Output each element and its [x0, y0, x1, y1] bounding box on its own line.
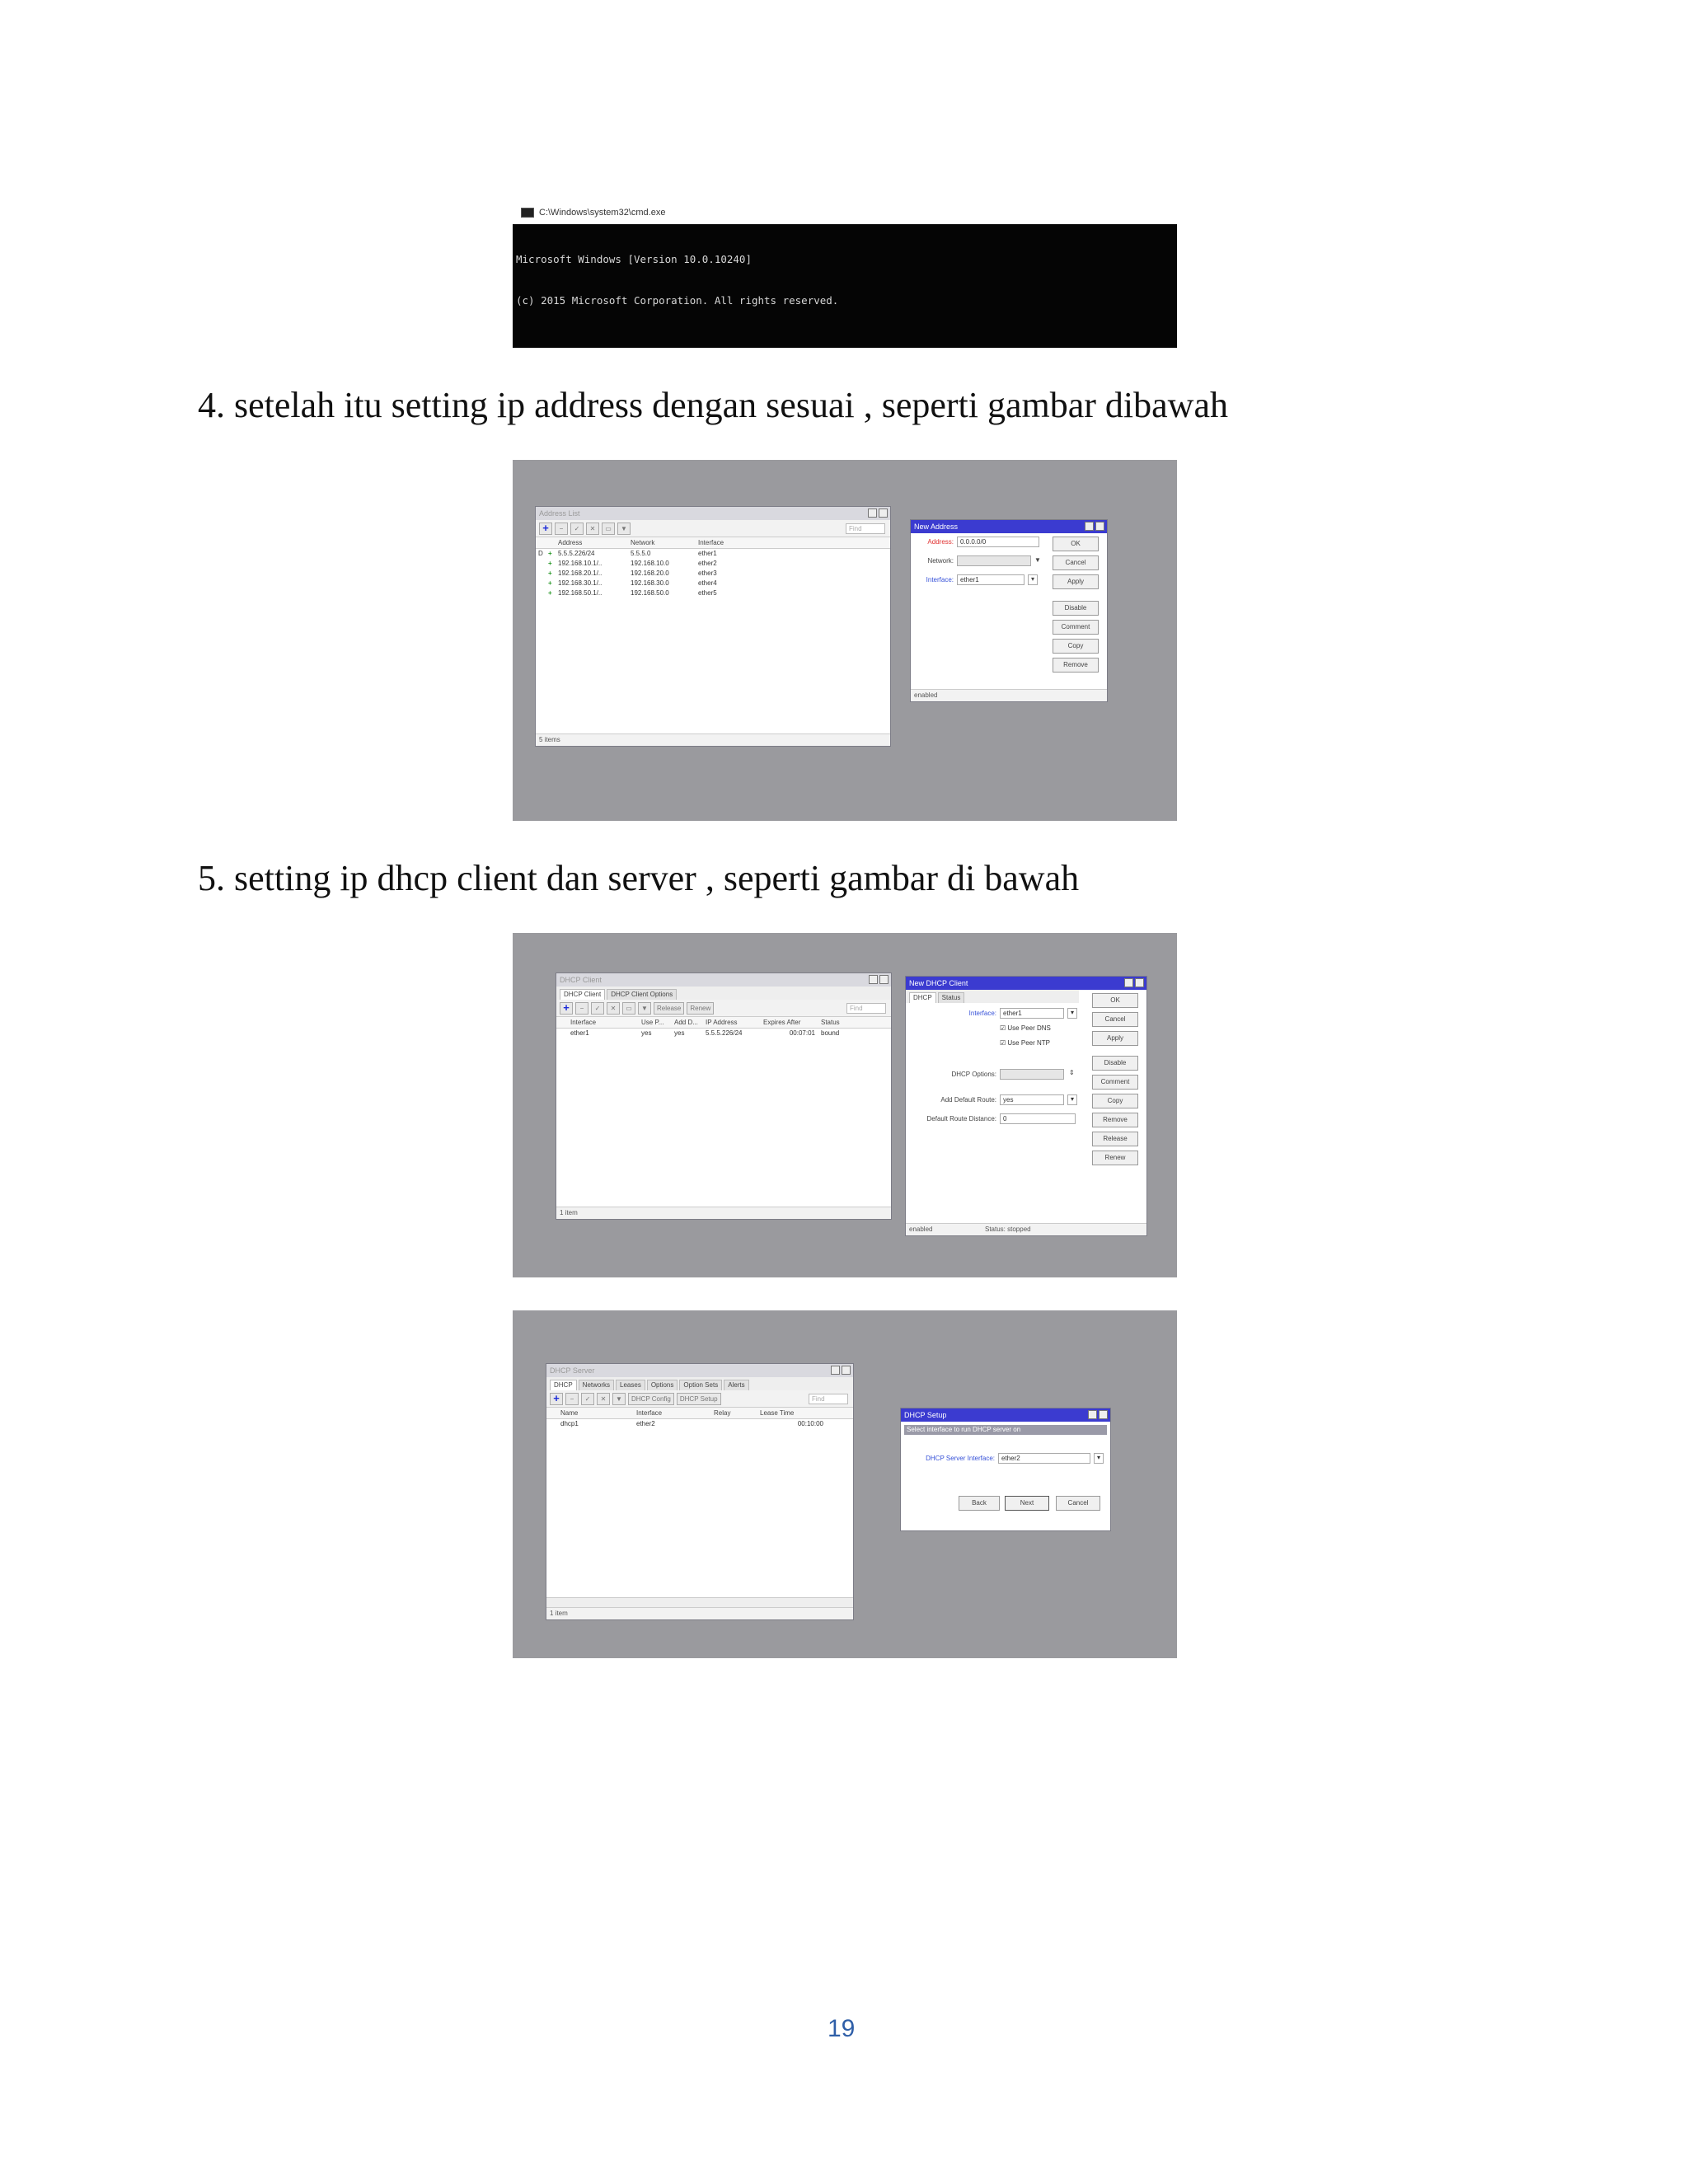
status-bar — [906, 1223, 1146, 1235]
tab-bar — [556, 987, 891, 1000]
column-header[interactable]: Use P... — [641, 1019, 664, 1026]
cell-interface: ether2 — [698, 560, 717, 567]
disable-icon[interactable]: ✕ — [597, 1393, 610, 1405]
cell-relay — [711, 1419, 757, 1429]
remove-icon[interactable]: − — [575, 1002, 588, 1015]
network-field[interactable] — [957, 555, 1031, 566]
toolbar — [536, 520, 890, 537]
renew-button[interactable]: Renew — [1092, 1151, 1138, 1165]
remove-icon[interactable]: − — [565, 1393, 579, 1405]
checkbox-label: Use Peer DNS — [1007, 1024, 1051, 1032]
dhcp-server-interface-label: DHCP Server Interface: — [926, 1455, 995, 1462]
cell-lease-time: 00:10:00 — [797, 1420, 823, 1427]
column-header[interactable]: Status — [821, 1019, 840, 1026]
dropdown-icon[interactable]: ▼ — [1034, 556, 1041, 564]
dialog-title — [901, 1408, 1110, 1422]
tab-leases[interactable]: Leases — [616, 1380, 645, 1390]
table-row[interactable] — [546, 1419, 853, 1429]
filter-icon[interactable]: ▼ — [638, 1002, 651, 1015]
comment-icon[interactable]: ▭ — [622, 1002, 635, 1015]
release-button[interactable]: Release — [1092, 1132, 1138, 1146]
dialog-title-text: New Address — [914, 523, 959, 531]
status-bar: 1 item — [556, 1207, 891, 1219]
column-header[interactable]: Relay — [714, 1409, 731, 1417]
dialog-title-text: DHCP Setup — [904, 1411, 947, 1419]
ok-button[interactable]: OK — [1092, 993, 1138, 1008]
column-header[interactable]: Expires After — [763, 1019, 801, 1026]
dialog-title-text: New DHCP Client — [909, 979, 968, 987]
cell-address: 192.168.30.1/.. — [558, 579, 603, 587]
cmd-line: Microsoft Windows [Version 10.0.10240] — [516, 253, 752, 265]
address-field[interactable]: 0.0.0.0/0 — [957, 537, 1039, 547]
close-icon[interactable] — [879, 509, 888, 518]
cell-interface: ether4 — [698, 579, 717, 587]
next-button[interactable]: Next — [1005, 1496, 1049, 1511]
window-title — [556, 973, 891, 987]
add-icon[interactable]: + — [560, 1002, 573, 1015]
new-address-dialog — [910, 519, 1108, 702]
comment-button[interactable]: Comment — [1053, 620, 1099, 635]
address-icon: + — [548, 589, 552, 597]
add-default-route-label: Add Default Route: — [940, 1096, 996, 1104]
dialog-title — [906, 977, 1146, 990]
column-header[interactable]: Network — [631, 539, 655, 546]
apply-button[interactable]: Apply — [1053, 574, 1099, 589]
window-title-text: DHCP Server — [550, 1366, 595, 1375]
cell-expires: 00:07:01 — [789, 1029, 815, 1037]
cell-status: bound — [821, 1029, 840, 1037]
dhcp-options-field[interactable] — [1000, 1069, 1064, 1080]
close-icon[interactable] — [1135, 978, 1144, 987]
table-row[interactable] — [536, 569, 890, 579]
interface-field[interactable]: ether1 — [1000, 1008, 1064, 1019]
table-header — [536, 537, 890, 549]
tab-networks[interactable]: Networks — [579, 1380, 614, 1390]
dropdown-icon[interactable]: ▾ — [1094, 1453, 1104, 1464]
cancel-button[interactable]: Cancel — [1092, 1012, 1138, 1027]
window-title-text: DHCP Client — [560, 976, 602, 984]
dropdown-icon[interactable]: ▾ — [1067, 1008, 1077, 1019]
cmd-output — [513, 224, 1177, 348]
cell-address: 5.5.5.226/24 — [558, 550, 595, 557]
cmd-line: (c) 2015 Microsoft Corporation. All rights reserved. — [516, 293, 839, 307]
row-flag — [536, 579, 546, 588]
find-input[interactable]: Find — [809, 1394, 848, 1404]
checkbox-label: Use Peer NTP — [1007, 1039, 1050, 1047]
column-header[interactable]: Address — [558, 539, 583, 546]
find-input[interactable]: Find — [846, 1003, 886, 1014]
cell-network: 192.168.20.0 — [631, 569, 669, 577]
column-header[interactable]: Interface — [570, 1019, 597, 1026]
column-header[interactable]: Name — [560, 1409, 579, 1417]
dropdown-icon[interactable]: ▾ — [1028, 574, 1038, 585]
table-row[interactable] — [536, 588, 890, 598]
row-flag — [536, 588, 546, 598]
disable-icon[interactable]: ✕ — [607, 1002, 620, 1015]
dhcp-server-interface-field[interactable]: ether2 — [998, 1453, 1090, 1464]
default-route-distance-label: Default Route Distance: — [926, 1115, 996, 1122]
cancel-button[interactable]: Cancel — [1056, 1496, 1100, 1511]
tab-bar — [906, 990, 1079, 1003]
cmd-screenshot — [513, 201, 1177, 348]
close-icon[interactable] — [1099, 1410, 1108, 1419]
interface-label: Interface: — [968, 1010, 996, 1017]
table-row[interactable] — [536, 579, 890, 588]
address-icon: + — [548, 579, 552, 587]
address-label: Address: — [927, 538, 954, 546]
interface-field[interactable]: ether1 — [957, 574, 1025, 585]
release-button[interactable]: Release — [654, 1002, 684, 1015]
window-title — [536, 507, 890, 520]
tab-dhcp-client[interactable]: DHCP Client — [560, 989, 605, 1000]
column-header[interactable]: Interface — [698, 539, 724, 546]
copy-button[interactable]: Copy — [1053, 639, 1099, 654]
maximize-icon[interactable] — [831, 1366, 840, 1375]
tab-bar — [546, 1377, 853, 1390]
row-flag: D — [538, 550, 543, 557]
table-header — [546, 1408, 853, 1419]
cmd-icon — [521, 208, 534, 218]
cell-ip: 5.5.5.226/24 — [706, 1029, 743, 1037]
enable-icon[interactable]: ✓ — [591, 1002, 604, 1015]
cmd-title-bar — [513, 201, 1177, 224]
dhcp-options-label: DHCP Options: — [951, 1071, 996, 1078]
step4-caption: 4. setelah itu setting ip address dengan sesuai , seperti gambar dibawah — [198, 385, 1228, 425]
close-icon[interactable] — [842, 1366, 851, 1375]
dropdown-icon[interactable]: ⇕ — [1069, 1069, 1075, 1076]
dialog-subtitle: Select interface to run DHCP server on — [904, 1425, 1107, 1435]
status-left: enabled — [909, 1226, 933, 1233]
status-bar: 5 items — [536, 733, 890, 746]
dhcp-setup-button[interactable]: DHCP Setup — [677, 1393, 721, 1405]
find-input[interactable]: Find — [846, 523, 885, 534]
cmd-title: C:\Windows\system32\cmd.exe — [539, 208, 666, 218]
table-row[interactable] — [556, 1029, 891, 1038]
address-icon: + — [548, 550, 552, 557]
address-screenshot — [513, 460, 1177, 821]
cell-network: 5.5.5.0 — [631, 550, 651, 557]
use-peer-dns-checkbox[interactable]: ☑ Use Peer DNS — [1000, 1024, 1051, 1032]
cell-interface: ether5 — [698, 589, 717, 597]
cell-address: 192.168.20.1/.. — [558, 569, 603, 577]
add-icon[interactable]: + — [539, 523, 552, 535]
status-bar: 1 item — [546, 1607, 853, 1619]
address-icon: + — [548, 560, 552, 567]
disable-button[interactable]: Disable — [1053, 601, 1099, 616]
maximize-icon[interactable] — [1124, 978, 1133, 987]
remove-button[interactable]: Remove — [1053, 658, 1099, 673]
dhcp-server-window — [546, 1363, 854, 1620]
cell-use-peer: yes — [641, 1029, 652, 1037]
table-row[interactable] — [536, 559, 890, 569]
remove-button[interactable]: Remove — [1092, 1113, 1138, 1127]
window-title-text: Address List — [539, 509, 580, 518]
cell-interface: ether2 — [636, 1420, 655, 1427]
dhcp-client-window — [556, 972, 892, 1220]
cell-interface: ether1 — [698, 550, 717, 557]
toolbar — [546, 1390, 853, 1408]
default-route-distance-field[interactable]: 0 — [1000, 1113, 1076, 1124]
tab-options[interactable]: Options — [647, 1380, 678, 1390]
renew-button[interactable]: Renew — [687, 1002, 714, 1015]
new-dhcp-client-dialog — [905, 976, 1147, 1236]
dhcp-client-screenshot — [513, 933, 1177, 1277]
status-bar: enabled — [911, 689, 1107, 701]
filter-icon[interactable]: ▼ — [617, 523, 631, 535]
comment-icon[interactable]: ▭ — [602, 523, 615, 535]
window-title — [546, 1364, 853, 1377]
cell-network: 192.168.50.0 — [631, 589, 669, 597]
add-default-route-field[interactable]: yes — [1000, 1094, 1064, 1105]
column-header[interactable]: Interface — [636, 1409, 663, 1417]
copy-button[interactable]: Copy — [1092, 1094, 1138, 1108]
cell-interface: ether3 — [698, 569, 717, 577]
maximize-icon[interactable] — [869, 975, 878, 984]
cell-name: dhcp1 — [560, 1420, 579, 1427]
cell-network: 192.168.10.0 — [631, 560, 669, 567]
add-icon[interactable]: + — [550, 1393, 563, 1405]
tab-status[interactable]: Status — [938, 992, 965, 1003]
close-icon[interactable] — [879, 975, 889, 984]
interface-label: Interface: — [926, 576, 954, 583]
status-right: Status: stopped — [985, 1226, 1031, 1233]
enable-icon[interactable]: ✓ — [581, 1393, 594, 1405]
page-number: 19 — [828, 2015, 856, 2042]
maximize-icon[interactable] — [1085, 522, 1094, 531]
tab-dhcp[interactable]: DHCP — [550, 1380, 577, 1390]
tab-dhcp-client-options[interactable]: DHCP Client Options — [607, 989, 677, 1000]
remove-icon[interactable]: − — [555, 523, 568, 535]
maximize-icon[interactable] — [1088, 1410, 1097, 1419]
use-peer-ntp-checkbox[interactable]: ☑ Use Peer NTP — [1000, 1039, 1050, 1047]
table-row[interactable] — [536, 549, 890, 559]
address-icon: + — [548, 569, 552, 577]
close-icon[interactable] — [1095, 522, 1104, 531]
dropdown-icon[interactable]: ▾ — [1067, 1094, 1077, 1105]
dhcp-server-screenshot — [513, 1310, 1177, 1658]
filter-icon[interactable]: ▼ — [612, 1393, 626, 1405]
dhcp-setup-dialog — [900, 1408, 1111, 1531]
table-header — [556, 1017, 891, 1029]
network-label: Network: — [927, 557, 954, 565]
dhcp-config-button[interactable]: DHCP Config — [628, 1393, 674, 1405]
back-button[interactable]: Back — [959, 1496, 1000, 1511]
address-list-window — [535, 506, 891, 747]
apply-button[interactable]: Apply — [1092, 1031, 1138, 1046]
cell-address: 192.168.10.1/.. — [558, 560, 603, 567]
tab-alerts[interactable]: Alerts — [724, 1380, 748, 1390]
comment-button[interactable]: Comment — [1092, 1075, 1138, 1090]
enable-icon[interactable]: ✓ — [570, 523, 584, 535]
column-header[interactable]: Add D... — [674, 1019, 698, 1026]
row-flag — [536, 559, 546, 569]
disable-button[interactable]: Disable — [1092, 1056, 1138, 1071]
step5-caption: 5. setting ip dhcp client dan server , seperti gambar di bawah — [198, 858, 1080, 898]
tab-dhcp[interactable]: DHCP — [909, 992, 936, 1003]
tab-option-sets[interactable]: Option Sets — [679, 1380, 722, 1390]
cell-address: 192.168.50.1/.. — [558, 589, 603, 597]
cancel-button[interactable]: Cancel — [1053, 555, 1099, 570]
dialog-title — [911, 520, 1107, 533]
cell-interface: ether1 — [570, 1029, 589, 1037]
cell-network: 192.168.30.0 — [631, 579, 669, 587]
row-flag — [536, 569, 546, 579]
column-header[interactable]: IP Address — [706, 1019, 738, 1026]
disable-icon[interactable]: ✕ — [586, 523, 599, 535]
maximize-icon[interactable] — [868, 509, 877, 518]
toolbar — [556, 1000, 891, 1017]
column-header[interactable]: Lease Time — [760, 1409, 795, 1417]
cell-add-default: yes — [674, 1029, 685, 1037]
ok-button[interactable]: OK — [1053, 537, 1099, 551]
